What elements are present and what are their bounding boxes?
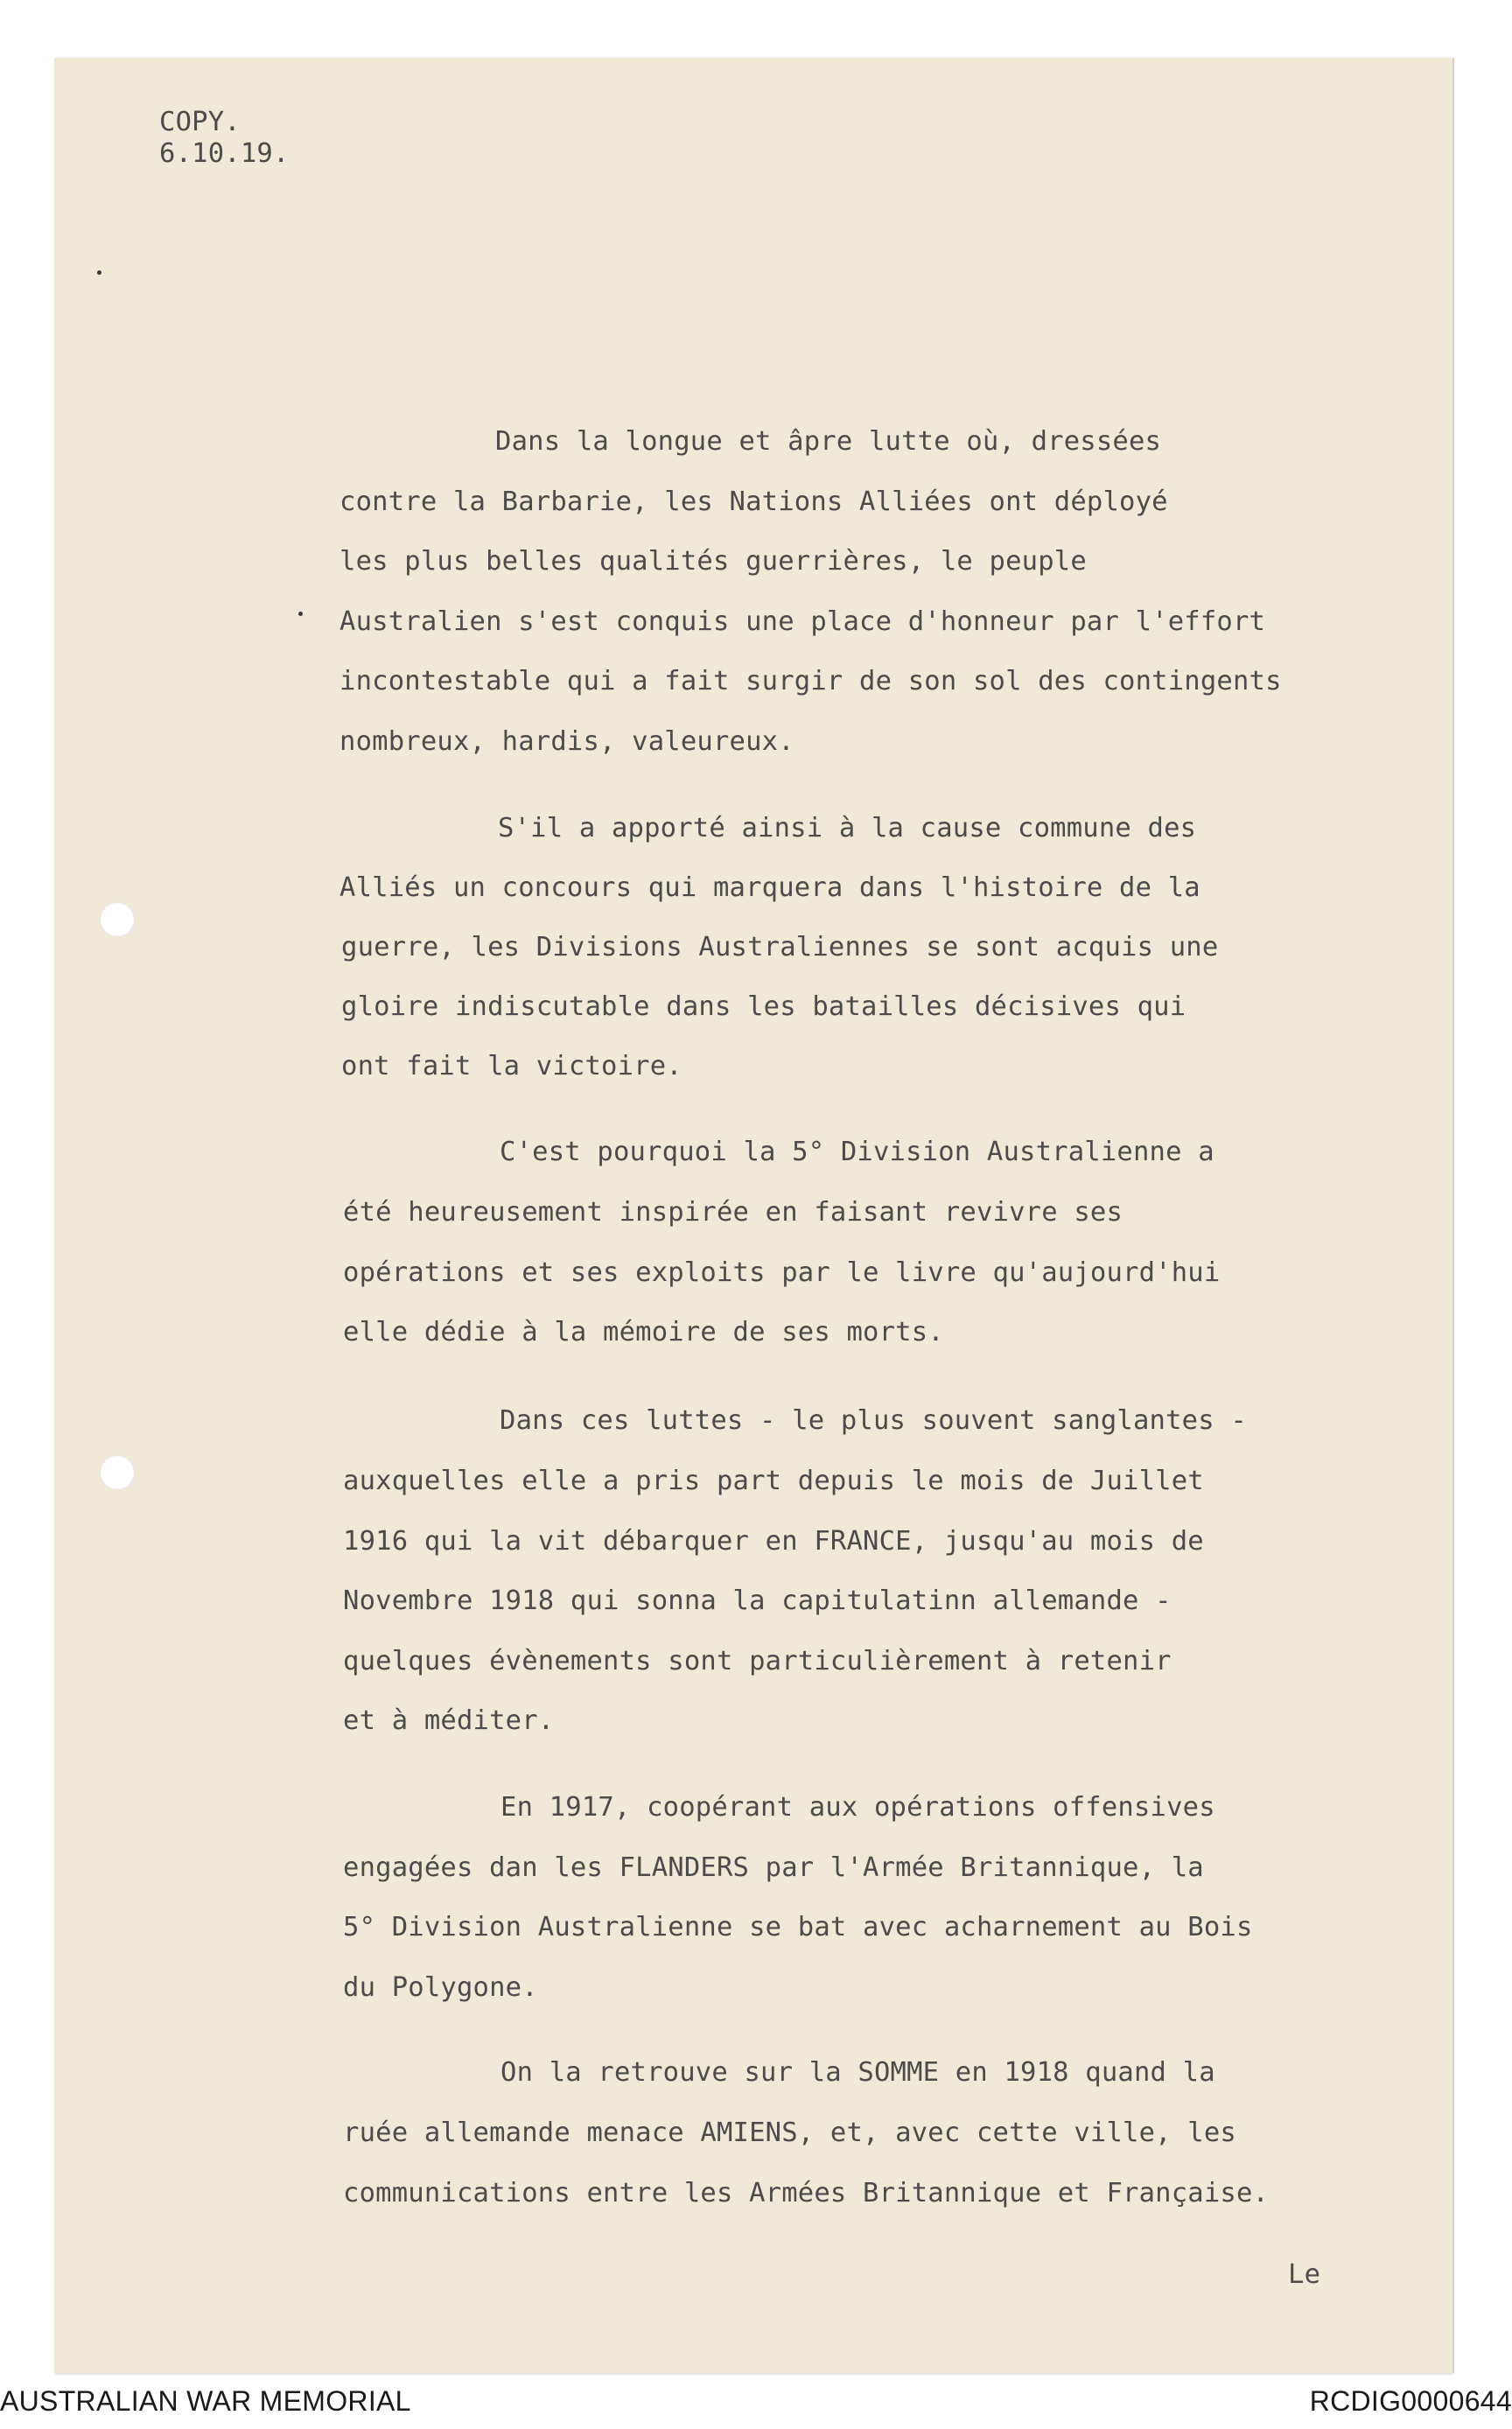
text-line: guerre, les Divisions Australiennes se sont acquis une (341, 932, 1219, 962)
page-edge (1452, 58, 1454, 2373)
text-line: 1916 qui la vit débarquer en FRANCE, jusqu'au mois de (343, 1526, 1204, 1557)
text-line: communications entre les Armées Britannique et Française. (343, 2178, 1270, 2208)
text-line: C'est pourquoi la 5° Division Australienne a (500, 1137, 1214, 1167)
text-line: gloire indiscutable dans les batailles décisives qui (341, 991, 1186, 1022)
text-line: et à méditer. (343, 1705, 555, 1736)
text-line: auxquelles elle a pris part depuis le mois de Juillet (343, 1466, 1204, 1496)
text-line: 5° Division Australienne se bat avec acharnement au Bois (343, 1912, 1253, 1942)
text-line: les plus belles qualités guerrières, le peuple (340, 546, 1087, 577)
text-line: Alliés un concours qui marquera dans l'histoire de la (340, 872, 1200, 903)
text-line: incontestable qui a fait surgir de son sol des contingents (340, 666, 1282, 696)
text-line: ont fait la victoire. (341, 1051, 682, 1082)
punch-hole-upper (100, 902, 135, 937)
footer-reference: RCDIG0000644 (1309, 2385, 1512, 2417)
text-line: opérations et ses exploits par le livre qu'aujourd'hui (343, 1257, 1221, 1288)
text-line: Dans ces luttes - le plus souvent sanglantes - (500, 1405, 1247, 1436)
ink-speck (97, 270, 102, 275)
text-line: nombreux, hardis, valeureux. (340, 726, 794, 757)
text-line: En 1917, coopérant aux opérations offensives (500, 1792, 1215, 1823)
text-line: été heureusement inspirée en faisant revivre ses (343, 1197, 1124, 1228)
footer-institution: AUSTRALIAN WAR MEMORIAL (0, 2385, 411, 2417)
catchword: Le (1288, 2259, 1321, 2290)
punch-hole-lower (100, 1455, 135, 1490)
text-line: ruée allemande menace AMIENS, et, avec cette ville, les (343, 2118, 1236, 2148)
text-line: quelques évènements sont particulièrement à retenir (343, 1646, 1172, 1676)
text-line: engagées dan les FLANDERS par l'Armée Britannique, la (343, 1852, 1204, 1883)
text-line: On la retrouve sur la SOMME en 1918 quand la (500, 2057, 1215, 2088)
ink-speck (298, 612, 303, 616)
text-line: du Polygone. (343, 1972, 538, 2003)
text-line: Australien s'est conquis une place d'honneur par l'effort (340, 606, 1266, 637)
text-line: S'il a apporté ainsi à la cause commune des (498, 813, 1197, 844)
text-line: elle dédie à la mémoire de ses morts. (343, 1317, 944, 1348)
text-line: Dans la longue et âpre lutte où, dressées (495, 426, 1162, 457)
document-date: 6.10.19. (159, 138, 290, 169)
text-line: contre la Barbarie, les Nations Alliées ont déployé (340, 486, 1168, 517)
copy-label: COPY. (159, 107, 241, 137)
text-line: Novembre 1918 qui sonna la capitulatinn allemande - (343, 1586, 1172, 1616)
